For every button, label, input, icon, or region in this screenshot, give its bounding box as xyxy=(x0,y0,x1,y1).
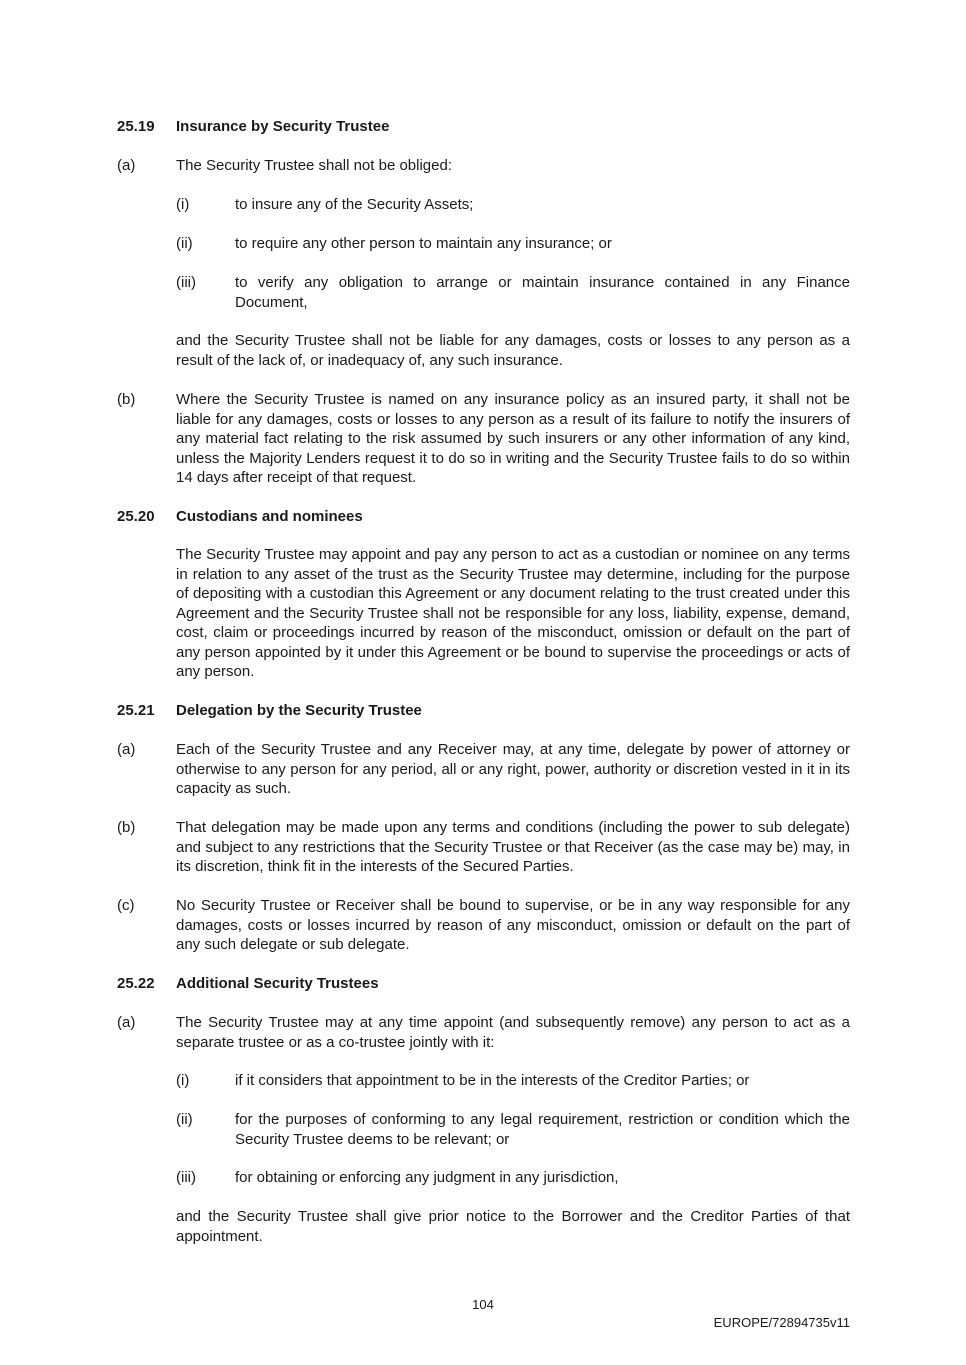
subclause-label: (ii) xyxy=(176,1111,193,1128)
subclause-label: (iii) xyxy=(176,274,196,291)
clause-label: (b) xyxy=(117,819,136,836)
paragraph: and the Security Trustee shall not be liable for any damages, costs or losses to any person as a result of the lack of, or inadequacy of, any such insurance. xyxy=(176,332,850,369)
clause-label: (a) xyxy=(117,157,136,174)
document-reference: EUROPE/72894735v11 xyxy=(713,1315,850,1330)
paragraph: The Security Trustee may appoint and pay any person to act as a custodian or nominee on any terms in relation to any asset of the trust as the Security Trustee may determine, including for the purpose of depositing with a custodian this Agreement or any document relating to the trust created under this Agreement and the Security Trustee shall not be responsible for any loss, liability, expense, demand, cost, claim or proceedings incurred by reason of the misconduct, omission or default on the part of any person appointed by it under this Agreement or be bound to supervise the proceedings or acts of any person. xyxy=(176,546,850,680)
section-heading: Custodians and nominees xyxy=(176,508,363,525)
subclause-label: (iii) xyxy=(176,1169,196,1186)
clause-text: The Security Trustee may at any time appoint (and subsequently remove) any person to act as a separate trustee or as a co-trustee jointly with it: xyxy=(176,1014,850,1051)
clause-label: (c) xyxy=(117,897,135,914)
page-number: 104 xyxy=(472,1297,494,1312)
clause-text: Where the Security Trustee is named on any insurance policy as an insured party, it shall not be liable for any damages, costs or losses to any person as a result of its failure to notify the insurers of any material fact relating to the risk assumed by such insurers or any other information of any kind, unless the Majority Lenders request it to do so in writing and the Security Trustee fails to do so within 14 days after receipt of that request. xyxy=(176,391,850,486)
clause-text: No Security Trustee or Receiver shall be bound to supervise, or be in any way responsible for any damages, costs or losses incurred by reason of any misconduct, omission or default on the part of any such delegate or sub delegate. xyxy=(176,897,850,953)
subclause-text: to verify any obligation to arrange or maintain insurance contained in any Finance Document, xyxy=(235,274,850,311)
subclause-text: for obtaining or enforcing any judgment in any jurisdiction, xyxy=(235,1169,619,1186)
subclause-text: to insure any of the Security Assets; xyxy=(235,196,474,213)
section-number: 25.19 xyxy=(117,118,155,135)
section-number: 25.21 xyxy=(117,702,155,719)
subclause-label: (ii) xyxy=(176,235,193,252)
subclause-text: to require any other person to maintain any insurance; or xyxy=(235,235,612,252)
section-heading: Additional Security Trustees xyxy=(176,975,379,992)
clause-label: (a) xyxy=(117,1014,136,1031)
clause-text: Each of the Security Trustee and any Receiver may, at any time, delegate by power of attorney or otherwise to any person for any period, all or any right, power, authority or discretion vested in it in its capacity as such. xyxy=(176,741,850,797)
subclause-text: for the purposes of conforming to any legal requirement, restriction or condition which the Security Trustee deems to be relevant; or xyxy=(235,1111,850,1148)
section-number: 25.22 xyxy=(117,975,155,992)
subclause-label: (i) xyxy=(176,196,190,213)
paragraph: and the Security Trustee shall give prior notice to the Borrower and the Creditor Parties of that appointment. xyxy=(176,1208,850,1245)
clause-text: The Security Trustee shall not be obliged: xyxy=(176,157,452,174)
clause-label: (b) xyxy=(117,391,136,408)
subclause-label: (i) xyxy=(176,1072,190,1089)
subclause-text: if it considers that appointment to be in the interests of the Creditor Parties; or xyxy=(235,1072,750,1089)
section-heading: Delegation by the Security Trustee xyxy=(176,702,422,719)
section-number: 25.20 xyxy=(117,508,155,525)
clause-label: (a) xyxy=(117,741,136,758)
clause-text: That delegation may be made upon any terms and conditions (including the power to sub delegate) and subject to any restrictions that the Security Trustee or that Receiver (as the case may be) may, in its discretion, think fit in the interests of the Secured Parties. xyxy=(176,819,850,875)
section-heading: Insurance by Security Trustee xyxy=(176,118,390,135)
